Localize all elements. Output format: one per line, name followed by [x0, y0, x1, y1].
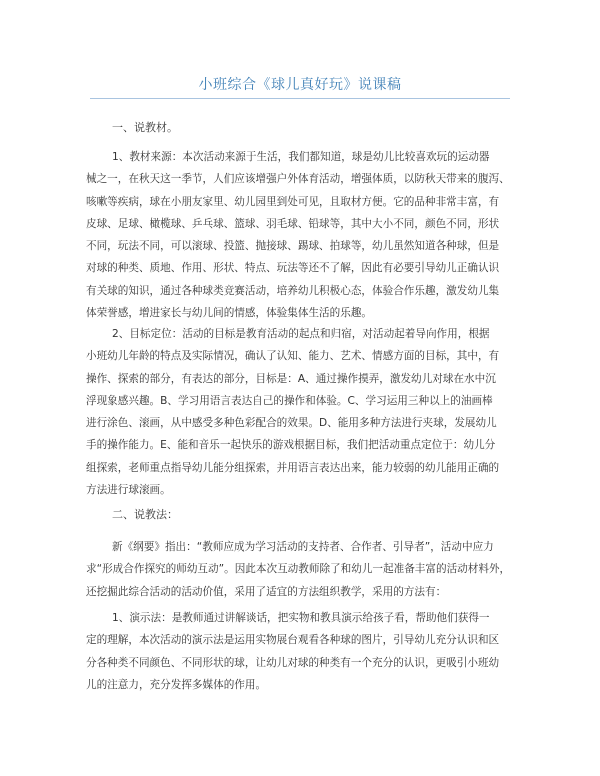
- paragraph-line: 进行涂色、滚画，从中感受多种色彩配合的效果。D、能用多种方法进行夹球，发展幼儿: [86, 417, 497, 430]
- paragraph-line: 儿的注意力，充分发挥多媒体的作用。: [86, 678, 267, 691]
- paragraph-line: 新《纲要》指出：“教师应成为学习活动的支持者、合作者、引导者”，活动中应力: [112, 541, 494, 553]
- paragraph-line: 浮现象感兴趣。B、学习用语言表达自己的操作和体验。C、学习运用三种以上的油画棒: [86, 394, 493, 407]
- paragraph-line: 皮球、足球、橄榄球、乒乓球、篮球、羽毛球、铅球等，其中大小不同，颜色不同，形状: [86, 217, 500, 230]
- paragraph-line: 手的操作能力。E、能和音乐一起快乐的游戏根据目标，我们把活动重点定位于：幼儿分: [86, 439, 496, 452]
- paragraph-line: 定的理解，本次活动的演示法是运用实物展台观看各种球的图片，引导幼儿充分认识和区: [86, 634, 500, 647]
- paragraph-line: 2、目标定位：活动的目标是教育活动的起点和归宿，对活动起着导向作用，根据: [112, 328, 490, 340]
- paragraph-outline-citation: [86, 536, 516, 603]
- section-heading-teaching-method: 二、说教法：: [112, 508, 178, 521]
- paragraph-line: 咳嗽等疾病，球在小朋友家里、幼儿园里到处可见，且取材方便。它的品种非常丰富，有: [86, 195, 500, 208]
- paragraph-line: 不同，玩法不同，可以滚球、投篮、抛接球、踢球、拍球等，幼儿虽然知道各种球，但是: [86, 240, 500, 253]
- paragraph-line: 求“形成合作探究的师幼互动”。因此本次互动教师除了和幼儿一起准备丰富的活动材料外，: [86, 563, 511, 576]
- paragraph-line: 操作、探索的部分，有表达的部分，目标是：A、通过操作摸弄，激发幼儿对球在水中沉: [86, 372, 496, 385]
- paragraph-line: 小班幼儿年龄的特点及实际情况，确认了认知、能力、艺术、情感方面的目标，其中，有: [86, 350, 500, 363]
- paragraph-line: 有关球的知识，通过各种球类竞赛活动，培养幼儿积极心态，体验合作乐趣，激发幼儿集: [86, 284, 500, 297]
- paragraph-line: 组探索，老师重点指导幼儿能分组探索，并用语言表达出来，能力较弱的幼儿能用正确的: [86, 461, 500, 474]
- title-divider: [90, 98, 510, 99]
- paragraph-line: 方法进行球滚画。: [86, 484, 171, 497]
- paragraph-material-source: [86, 146, 516, 324]
- paragraph-line: 体荣誉感，增进家长与幼儿间的情感，体验集体生活的乐趣。: [86, 307, 373, 320]
- paragraph-line: 械之一，在秋天这一季节，人们应该增强户外体育活动，增强体质，以防秋天带来的腹泻、: [86, 173, 510, 186]
- section-heading-teaching-material: 一、说教材。: [112, 121, 178, 134]
- paragraph-line: 1、演示法：是教师通过讲解谈话，把实物和教具演示给孩子看，帮助他们获得一: [112, 612, 490, 624]
- paragraph-goal-positioning: [86, 323, 516, 501]
- paragraph-demonstration-method: [86, 607, 516, 696]
- paragraph-line: 对球的种类、质地、作用、形状、特点、玩法等还不了解，因此有必要引导幼儿正确认识: [86, 262, 500, 275]
- paragraph-line: 还挖掘此综合活动的活动价值，采用了适宜的方法组织教学，采用的方法有：: [86, 585, 447, 598]
- document-title: 小班综合《球儿真好玩》说课稿: [198, 77, 402, 93]
- paragraph-line: 分各种类不同颜色、不同形状的球，让幼儿对球的种类有一个充分的认识，更吸引小班幼: [86, 656, 500, 669]
- paragraph-line: 1、教材来源：本次活动来源于生活，我们都知道，球是幼儿比较喜欢玩的运动器: [112, 151, 490, 163]
